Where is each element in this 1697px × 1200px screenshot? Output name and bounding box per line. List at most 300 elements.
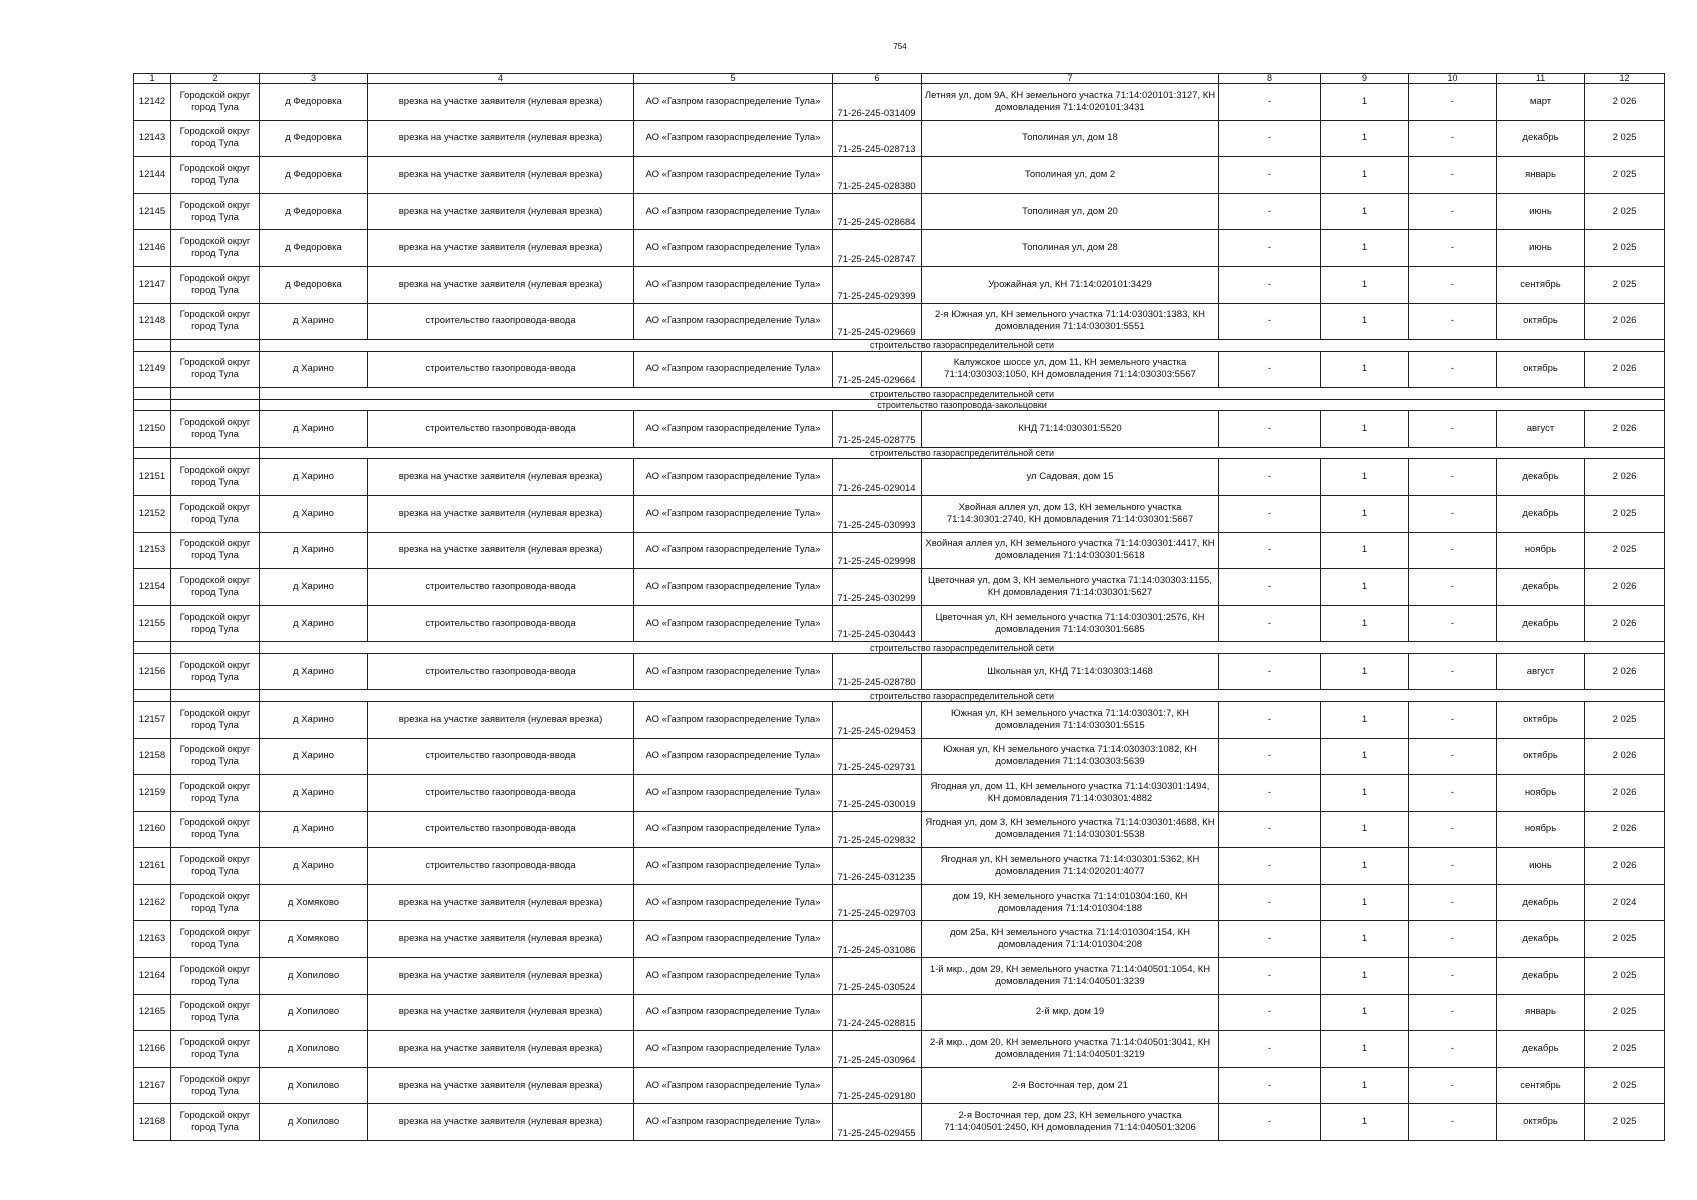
col8-cell: -	[1219, 569, 1321, 606]
region-cell: Городской округ город Тула	[171, 701, 260, 738]
application-number-cell: 71-25-245-028713	[833, 120, 922, 157]
year-cell: 2 025	[1585, 193, 1665, 230]
row-number: 12144	[134, 157, 171, 194]
table-row	[134, 84, 1665, 121]
month-cell: декабрь	[1497, 495, 1585, 532]
table-row	[134, 193, 1665, 230]
organization-cell: АО «Газпром газораспределение Тула»	[634, 958, 833, 995]
col10-cell: -	[1409, 1067, 1497, 1104]
col10-cell: -	[1409, 303, 1497, 340]
address-cell: 1-й мкр., дом 29, КН земельного участка 71:14:040501:1054, КН домовладения 71:14:040501:3239	[922, 958, 1219, 995]
settlement-cell: д Харино	[260, 605, 368, 642]
address-cell: Цветочная ул, дом 3, КН земельного участка 71:14:030303:1155, КН домовладения 71:14:030301:5627	[922, 569, 1219, 606]
month-cell: декабрь	[1497, 1031, 1585, 1068]
month-cell: август	[1497, 411, 1585, 448]
settlement-cell: д Харино	[260, 653, 368, 690]
work-type-cell: врезка на участке заявителя (нулевая врезка)	[368, 84, 634, 121]
work-type-cell: строительство газопровода-ввода	[368, 303, 634, 340]
work-type-cell: строительство газопровода-ввода	[368, 569, 634, 606]
organization-cell: АО «Газпром газораспределение Тула»	[634, 303, 833, 340]
address-cell: Урожайная ул, КН 71:14:020101:3429	[922, 266, 1219, 303]
work-type-cell: строительство газопровода-ввода	[368, 775, 634, 812]
organization-cell: АО «Газпром газораспределение Тула»	[634, 569, 833, 606]
region-cell: Городской округ город Тула	[171, 738, 260, 775]
settlement-cell: д Федоровка	[260, 120, 368, 157]
column-header: 3	[260, 74, 368, 84]
col8-cell: -	[1219, 495, 1321, 532]
col8-cell: -	[1219, 1031, 1321, 1068]
row-number: 12168	[134, 1104, 171, 1141]
settlement-cell: д Харино	[260, 569, 368, 606]
row-number: 12158	[134, 738, 171, 775]
application-number-cell: 71-25-245-029998	[833, 532, 922, 569]
row-number: 12152	[134, 495, 171, 532]
column-header: 12	[1585, 74, 1665, 84]
month-cell: ноябрь	[1497, 532, 1585, 569]
gas-works-table	[133, 73, 1665, 1141]
year-cell: 2 026	[1585, 605, 1665, 642]
region-cell: Городской округ город Тула	[171, 459, 260, 496]
month-cell: октябрь	[1497, 1104, 1585, 1141]
application-number-cell: 71-25-245-028747	[833, 230, 922, 267]
table-row	[134, 701, 1665, 738]
col8-cell: -	[1219, 1104, 1321, 1141]
month-cell: декабрь	[1497, 459, 1585, 496]
separator-blank-cell	[171, 447, 260, 459]
year-cell: 2 026	[1585, 84, 1665, 121]
table-row	[134, 459, 1665, 496]
region-cell: Городской округ город Тула	[171, 653, 260, 690]
col10-cell: -	[1409, 266, 1497, 303]
table-row	[134, 569, 1665, 606]
quantity-cell: 1	[1321, 157, 1409, 194]
quantity-cell: 1	[1321, 811, 1409, 848]
work-type-cell: врезка на участке заявителя (нулевая врезка)	[368, 193, 634, 230]
separator-text: строительство газораспределительной сети	[260, 447, 1665, 459]
region-cell: Городской округ город Тула	[171, 193, 260, 230]
application-number-cell: 71-25-245-028380	[833, 157, 922, 194]
col10-cell: -	[1409, 459, 1497, 496]
year-cell: 2 025	[1585, 958, 1665, 995]
settlement-cell: д Федоровка	[260, 157, 368, 194]
row-number: 12155	[134, 605, 171, 642]
col10-cell: -	[1409, 495, 1497, 532]
col8-cell: -	[1219, 266, 1321, 303]
application-number-cell: 71-26-245-029014	[833, 459, 922, 496]
region-cell: Городской округ город Тула	[171, 84, 260, 121]
row-number: 12150	[134, 411, 171, 448]
application-number-cell: 71-25-245-030443	[833, 605, 922, 642]
quantity-cell: 1	[1321, 120, 1409, 157]
section-separator-row	[134, 447, 1665, 459]
quantity-cell: 1	[1321, 193, 1409, 230]
col8-cell: -	[1219, 775, 1321, 812]
settlement-cell: д Хопилово	[260, 958, 368, 995]
address-cell: 2-я Восточная тер, дом 23, КН земельного участка 71:14:040501:2450, КН домовладения 71:14:040501:3206	[922, 1104, 1219, 1141]
col10-cell: -	[1409, 411, 1497, 448]
col10-cell: -	[1409, 569, 1497, 606]
section-separator-row	[134, 340, 1665, 352]
settlement-cell: д Федоровка	[260, 84, 368, 121]
application-number-cell: 71-25-245-030993	[833, 495, 922, 532]
year-cell: 2 025	[1585, 994, 1665, 1031]
row-number: 12162	[134, 884, 171, 921]
year-cell: 2 025	[1585, 495, 1665, 532]
separator-blank-cell	[134, 399, 171, 411]
row-number: 12164	[134, 958, 171, 995]
col8-cell: -	[1219, 605, 1321, 642]
separator-text: строительство газораспределительной сети	[260, 642, 1665, 654]
address-cell: Южная ул, КН земельного участка 71:14:030303:1082, КН домовладения 71:14:030303:5639	[922, 738, 1219, 775]
column-header: 8	[1219, 74, 1321, 84]
work-type-cell: врезка на участке заявителя (нулевая врезка)	[368, 1104, 634, 1141]
settlement-cell: д Хопилово	[260, 994, 368, 1031]
section-separator-row	[134, 388, 1665, 400]
work-type-cell: врезка на участке заявителя (нулевая врезка)	[368, 701, 634, 738]
month-cell: июнь	[1497, 230, 1585, 267]
separator-blank-cell	[171, 340, 260, 352]
col10-cell: -	[1409, 1104, 1497, 1141]
table-row	[134, 230, 1665, 267]
quantity-cell: 1	[1321, 1067, 1409, 1104]
col10-cell: -	[1409, 120, 1497, 157]
row-number: 12165	[134, 994, 171, 1031]
application-number-cell: 71-25-245-029832	[833, 811, 922, 848]
row-number: 12167	[134, 1067, 171, 1104]
work-type-cell: врезка на участке заявителя (нулевая врезка)	[368, 495, 634, 532]
col8-cell: -	[1219, 532, 1321, 569]
row-number: 12156	[134, 653, 171, 690]
col10-cell: -	[1409, 157, 1497, 194]
quantity-cell: 1	[1321, 884, 1409, 921]
col8-cell: -	[1219, 351, 1321, 388]
region-cell: Городской округ город Тула	[171, 120, 260, 157]
month-cell: декабрь	[1497, 605, 1585, 642]
work-type-cell: строительство газопровода-ввода	[368, 811, 634, 848]
column-header: 7	[922, 74, 1219, 84]
region-cell: Городской округ город Тула	[171, 884, 260, 921]
quantity-cell: 1	[1321, 653, 1409, 690]
organization-cell: АО «Газпром газораспределение Тула»	[634, 193, 833, 230]
region-cell: Городской округ город Тула	[171, 230, 260, 267]
application-number-cell: 71-24-245-028815	[833, 994, 922, 1031]
settlement-cell: д Федоровка	[260, 266, 368, 303]
quantity-cell: 1	[1321, 84, 1409, 121]
section-separator-row	[134, 642, 1665, 654]
application-number-cell: 71-25-245-029669	[833, 303, 922, 340]
row-number: 12151	[134, 459, 171, 496]
year-cell: 2 026	[1585, 569, 1665, 606]
quantity-cell: 1	[1321, 532, 1409, 569]
settlement-cell: д Харино	[260, 811, 368, 848]
col8-cell: -	[1219, 848, 1321, 885]
work-type-cell: врезка на участке заявителя (нулевая врезка)	[368, 532, 634, 569]
settlement-cell: д Хопилово	[260, 1067, 368, 1104]
application-number-cell: 71-25-245-030524	[833, 958, 922, 995]
col8-cell: -	[1219, 157, 1321, 194]
row-number: 12166	[134, 1031, 171, 1068]
work-type-cell: строительство газопровода-ввода	[368, 605, 634, 642]
quantity-cell: 1	[1321, 738, 1409, 775]
organization-cell: АО «Газпром газораспределение Тула»	[634, 811, 833, 848]
application-number-cell: 71-26-245-031409	[833, 84, 922, 121]
settlement-cell: д Хопилово	[260, 1031, 368, 1068]
table-row	[134, 351, 1665, 388]
column-number-row	[134, 74, 1665, 84]
month-cell: октябрь	[1497, 303, 1585, 340]
year-cell: 2 025	[1585, 1031, 1665, 1068]
region-cell: Городской округ город Тула	[171, 1067, 260, 1104]
year-cell: 2 026	[1585, 738, 1665, 775]
address-cell: Ягодная ул, дом 3, КН земельного участка 71:14:030301:4688, КН домовладения 71:14:030301:5538	[922, 811, 1219, 848]
table-row	[134, 994, 1665, 1031]
settlement-cell: д Харино	[260, 848, 368, 885]
application-number-cell: 71-25-245-029664	[833, 351, 922, 388]
address-cell: 2-й мкр., дом 20, КН земельного участка 71:14:040501:3041, КН домовладения 71:14:040501:3219	[922, 1031, 1219, 1068]
application-number-cell: 71-25-245-029180	[833, 1067, 922, 1104]
region-cell: Городской округ город Тула	[171, 605, 260, 642]
col8-cell: -	[1219, 411, 1321, 448]
year-cell: 2 026	[1585, 459, 1665, 496]
table-row	[134, 411, 1665, 448]
application-number-cell: 71-25-245-030299	[833, 569, 922, 606]
table-row	[134, 605, 1665, 642]
organization-cell: АО «Газпром газораспределение Тула»	[634, 84, 833, 121]
organization-cell: АО «Газпром газораспределение Тула»	[634, 459, 833, 496]
organization-cell: АО «Газпром газораспределение Тула»	[634, 532, 833, 569]
address-cell: 2-я Восточная тер, дом 21	[922, 1067, 1219, 1104]
month-cell: декабрь	[1497, 921, 1585, 958]
table-row	[134, 532, 1665, 569]
column-header: 10	[1409, 74, 1497, 84]
organization-cell: АО «Газпром газораспределение Тула»	[634, 653, 833, 690]
col10-cell: -	[1409, 811, 1497, 848]
row-number: 12146	[134, 230, 171, 267]
col8-cell: -	[1219, 994, 1321, 1031]
organization-cell: АО «Газпром газораспределение Тула»	[634, 230, 833, 267]
address-cell: дом 19, КН земельного участка 71:14:010304:160, КН домовладения 71:14:010304:188	[922, 884, 1219, 921]
separator-text: строительство газораспределительной сети	[260, 340, 1665, 352]
row-number: 12147	[134, 266, 171, 303]
separator-blank-cell	[171, 399, 260, 411]
year-cell: 2 025	[1585, 701, 1665, 738]
address-cell: КНД 71:14:030301:5520	[922, 411, 1219, 448]
quantity-cell: 1	[1321, 266, 1409, 303]
table-body	[134, 74, 1665, 1141]
col10-cell: -	[1409, 1031, 1497, 1068]
address-cell: ул Садовая, дом 15	[922, 459, 1219, 496]
table-row	[134, 495, 1665, 532]
settlement-cell: д Харино	[260, 532, 368, 569]
col8-cell: -	[1219, 653, 1321, 690]
year-cell: 2 024	[1585, 884, 1665, 921]
separator-blank-cell	[134, 642, 171, 654]
region-cell: Городской округ город Тула	[171, 921, 260, 958]
separator-text: строительство газопровода-закольцовки	[260, 399, 1665, 411]
row-number: 12149	[134, 351, 171, 388]
work-type-cell: врезка на участке заявителя (нулевая врезка)	[368, 157, 634, 194]
col10-cell: -	[1409, 351, 1497, 388]
col8-cell: -	[1219, 303, 1321, 340]
application-number-cell: 71-25-245-029455	[833, 1104, 922, 1141]
organization-cell: АО «Газпром газораспределение Тула»	[634, 605, 833, 642]
separator-blank-cell	[134, 388, 171, 400]
col10-cell: -	[1409, 958, 1497, 995]
month-cell: сентябрь	[1497, 1067, 1585, 1104]
column-header: 11	[1497, 74, 1585, 84]
year-cell: 2 025	[1585, 532, 1665, 569]
column-header: 1	[134, 74, 171, 84]
organization-cell: АО «Газпром газораспределение Тула»	[634, 351, 833, 388]
region-cell: Городской округ город Тула	[171, 811, 260, 848]
year-cell: 2 025	[1585, 266, 1665, 303]
address-cell: 2-я Южная ул, КН земельного участка 71:14:030301:1383, КН домовладения 71:14:030301:5551	[922, 303, 1219, 340]
application-number-cell: 71-25-245-028775	[833, 411, 922, 448]
quantity-cell: 1	[1321, 994, 1409, 1031]
region-cell: Городской округ город Тула	[171, 303, 260, 340]
quantity-cell: 1	[1321, 351, 1409, 388]
separator-blank-cell	[134, 340, 171, 352]
settlement-cell: д Харино	[260, 303, 368, 340]
separator-text: строительство газораспределительной сети	[260, 388, 1665, 400]
table-row	[134, 958, 1665, 995]
month-cell: ноябрь	[1497, 811, 1585, 848]
region-cell: Городской округ город Тула	[171, 958, 260, 995]
region-cell: Городской округ город Тула	[171, 157, 260, 194]
organization-cell: АО «Газпром газораспределение Тула»	[634, 1031, 833, 1068]
quantity-cell: 1	[1321, 958, 1409, 995]
settlement-cell: д Хопилово	[260, 1104, 368, 1141]
col8-cell: -	[1219, 738, 1321, 775]
settlement-cell: д Харино	[260, 495, 368, 532]
address-cell: Цветочная ул, КН земельного участка 71:14:030301:2576, КН домовладения 71:14:030301:5685	[922, 605, 1219, 642]
month-cell: июнь	[1497, 848, 1585, 885]
column-header: 4	[368, 74, 634, 84]
col10-cell: -	[1409, 994, 1497, 1031]
row-number: 12160	[134, 811, 171, 848]
table-row	[134, 653, 1665, 690]
application-number-cell: 71-25-245-028780	[833, 653, 922, 690]
year-cell: 2 025	[1585, 921, 1665, 958]
month-cell: декабрь	[1497, 569, 1585, 606]
col10-cell: -	[1409, 738, 1497, 775]
work-type-cell: врезка на участке заявителя (нулевая врезка)	[368, 921, 634, 958]
organization-cell: АО «Газпром газораспределение Тула»	[634, 848, 833, 885]
region-cell: Городской округ город Тула	[171, 351, 260, 388]
month-cell: август	[1497, 653, 1585, 690]
application-number-cell: 71-25-245-029399	[833, 266, 922, 303]
address-cell: Ягодная ул, КН земельного участка 71:14:030301:5362, КН домовладения 71:14:020201:4077	[922, 848, 1219, 885]
row-number: 12161	[134, 848, 171, 885]
row-number: 12157	[134, 701, 171, 738]
organization-cell: АО «Газпром газораспределение Тула»	[634, 266, 833, 303]
col8-cell: -	[1219, 459, 1321, 496]
address-cell: Тополиная ул, дом 2	[922, 157, 1219, 194]
address-cell: 2-й мкр, дом 19	[922, 994, 1219, 1031]
year-cell: 2 025	[1585, 157, 1665, 194]
quantity-cell: 1	[1321, 495, 1409, 532]
application-number-cell: 71-25-245-029703	[833, 884, 922, 921]
address-cell: Тополиная ул, дом 20	[922, 193, 1219, 230]
work-type-cell: врезка на участке заявителя (нулевая врезка)	[368, 1067, 634, 1104]
table-row	[134, 738, 1665, 775]
year-cell: 2 025	[1585, 1067, 1665, 1104]
year-cell: 2 026	[1585, 303, 1665, 340]
region-cell: Городской округ город Тула	[171, 569, 260, 606]
quantity-cell: 1	[1321, 230, 1409, 267]
col10-cell: -	[1409, 653, 1497, 690]
organization-cell: АО «Газпром газораспределение Тула»	[634, 994, 833, 1031]
col8-cell: -	[1219, 701, 1321, 738]
work-type-cell: строительство газопровода-ввода	[368, 653, 634, 690]
settlement-cell: д Федоровка	[260, 193, 368, 230]
work-type-cell: врезка на участке заявителя (нулевая врезка)	[368, 994, 634, 1031]
address-cell: Южная ул, КН земельного участка 71:14:030301:7, КН домовладения 71:14:030301:5515	[922, 701, 1219, 738]
address-cell: Летняя ул, дом 9А, КН земельного участка 71:14:020101:3127, КН домовладения 71:14:020101:3431	[922, 84, 1219, 121]
month-cell: июнь	[1497, 193, 1585, 230]
organization-cell: АО «Газпром газораспределение Тула»	[634, 701, 833, 738]
application-number-cell: 71-25-245-029453	[833, 701, 922, 738]
address-cell: Тополиная ул, дом 18	[922, 120, 1219, 157]
year-cell: 2 026	[1585, 351, 1665, 388]
month-cell: октябрь	[1497, 351, 1585, 388]
table-row	[134, 157, 1665, 194]
page-number: 754	[893, 42, 907, 51]
separator-blank-cell	[134, 690, 171, 702]
work-type-cell: врезка на участке заявителя (нулевая врезка)	[368, 1031, 634, 1068]
table-row	[134, 811, 1665, 848]
col10-cell: -	[1409, 848, 1497, 885]
month-cell: январь	[1497, 157, 1585, 194]
organization-cell: АО «Газпром газораспределение Тула»	[634, 1067, 833, 1104]
table-row	[134, 1067, 1665, 1104]
section-separator-row	[134, 690, 1665, 702]
year-cell: 2 026	[1585, 848, 1665, 885]
table-row	[134, 884, 1665, 921]
organization-cell: АО «Газпром газораспределение Тула»	[634, 884, 833, 921]
work-type-cell: врезка на участке заявителя (нулевая врезка)	[368, 266, 634, 303]
month-cell: октябрь	[1497, 738, 1585, 775]
month-cell: сентябрь	[1497, 266, 1585, 303]
col8-cell: -	[1219, 884, 1321, 921]
column-header: 2	[171, 74, 260, 84]
separator-blank-cell	[134, 447, 171, 459]
address-cell: Калужское шоссе ул, дом 11, КН земельного участка 71:14:030303:1050, КН домовладения 71:14:030303:5567	[922, 351, 1219, 388]
col10-cell: -	[1409, 701, 1497, 738]
work-type-cell: врезка на участке заявителя (нулевая врезка)	[368, 230, 634, 267]
table-row	[134, 775, 1665, 812]
month-cell: декабрь	[1497, 958, 1585, 995]
region-cell: Городской округ город Тула	[171, 266, 260, 303]
col8-cell: -	[1219, 1067, 1321, 1104]
column-header: 5	[634, 74, 833, 84]
work-type-cell: врезка на участке заявителя (нулевая врезка)	[368, 884, 634, 921]
year-cell: 2 025	[1585, 230, 1665, 267]
settlement-cell: д Харино	[260, 459, 368, 496]
column-header: 9	[1321, 74, 1409, 84]
row-number: 12145	[134, 193, 171, 230]
year-cell: 2 025	[1585, 1104, 1665, 1141]
quantity-cell: 1	[1321, 569, 1409, 606]
col10-cell: -	[1409, 775, 1497, 812]
quantity-cell: 1	[1321, 605, 1409, 642]
work-type-cell: строительство газопровода-ввода	[368, 351, 634, 388]
quantity-cell: 1	[1321, 303, 1409, 340]
row-number: 12159	[134, 775, 171, 812]
region-cell: Городской округ город Тула	[171, 1104, 260, 1141]
application-number-cell: 71-25-245-031086	[833, 921, 922, 958]
row-number: 12163	[134, 921, 171, 958]
